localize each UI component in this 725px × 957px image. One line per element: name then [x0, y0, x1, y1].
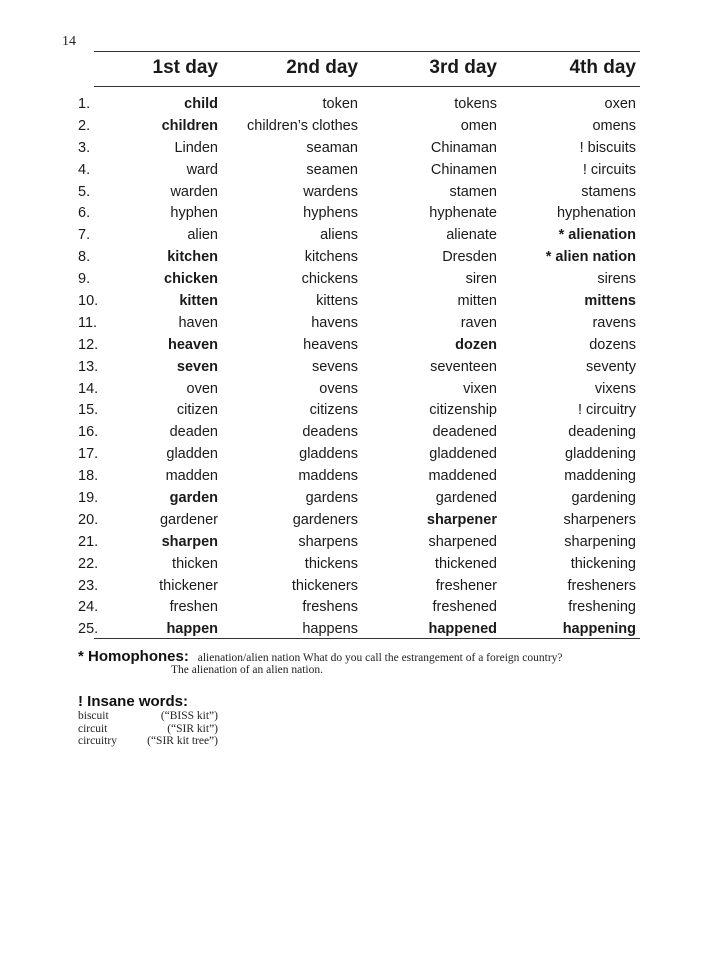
table-row: [60, 247, 640, 269]
word-cell-day-1: Linden: [174, 139, 218, 156]
row-number: 13.: [78, 358, 99, 375]
word-cell-day-4: oxen: [604, 96, 636, 112]
word-cell-day-1: garden: [169, 490, 218, 507]
word-cell-day-3: seventeen: [430, 358, 497, 375]
word-cell-day-2: seaman: [306, 139, 358, 156]
word-cell-day-3: sharpened: [428, 533, 497, 550]
table-row: [60, 116, 640, 138]
word-cell-day-4: * alienation: [558, 227, 636, 244]
word-cell-day-2: citizens: [309, 402, 358, 419]
page-number: 14: [62, 34, 76, 49]
table-row: [60, 576, 640, 598]
word-cell-day-3: tokens: [454, 96, 497, 112]
homophones-label: * Homophones:: [78, 648, 189, 665]
word-cell-day-3: maddened: [428, 468, 497, 485]
header-3rd-day: 3rd day: [429, 57, 497, 78]
table-row: [60, 379, 640, 401]
word-cell-day-4: * alien nation: [545, 249, 636, 266]
row-number: 18.: [78, 468, 99, 485]
word-cell-day-1: warden: [170, 183, 218, 200]
word-cell-day-1: child: [184, 96, 218, 112]
word-cell-day-4: omens: [592, 117, 636, 134]
word-cell-day-1: alien: [187, 227, 218, 244]
word-cell-day-4: deadening: [568, 424, 636, 441]
word-cell-day-4: sharpening: [564, 533, 636, 550]
word-cell-day-4: ! biscuits: [579, 139, 636, 156]
word-cell-day-4: mittens: [584, 293, 636, 310]
word-cell-day-3: freshener: [435, 577, 497, 594]
word-cell-day-4: maddening: [564, 468, 636, 485]
word-cell-day-3: Chinaman: [430, 139, 497, 156]
word-cell-day-4: dozens: [589, 336, 636, 353]
table-row: [60, 532, 640, 554]
word-cell-day-3: siren: [465, 271, 497, 288]
word-cell-day-2: children’s clothes: [247, 117, 358, 134]
homophones-line-1: alienation/alien nation What do you call the estrangement of a foreign country?: [197, 652, 563, 664]
table-row: [60, 510, 640, 532]
word-cell-day-3: freshened: [432, 599, 497, 616]
word-cell-day-4: gladdening: [565, 446, 636, 463]
table-row: [60, 597, 640, 619]
word-cell-day-3: mitten: [457, 293, 497, 310]
word-cell-day-1: haven: [178, 314, 218, 331]
row-number: 14.: [78, 380, 99, 397]
word-cell-day-4: stamens: [581, 183, 636, 200]
word-cell-day-4: ravens: [592, 314, 636, 331]
row-number: 4.: [78, 161, 91, 178]
row-number: 15.: [78, 402, 99, 419]
word-cell-day-2: freshens: [302, 599, 358, 616]
table-row: [60, 444, 640, 466]
word-cell-day-4: vixens: [594, 380, 636, 397]
word-cell-day-4: thickening: [570, 555, 636, 572]
homophones-line-2: The alienation of an alien nation.: [171, 664, 323, 676]
row-number: 10.: [78, 293, 99, 310]
word-cell-day-3: omen: [460, 117, 497, 134]
table-row: [60, 357, 640, 379]
table-row: [60, 160, 640, 182]
word-cell-day-3: vixen: [463, 380, 497, 397]
row-number: 17.: [78, 446, 99, 463]
row-number: 1.: [78, 96, 91, 112]
insane-word-pronunciation: (“SIR kit”): [167, 722, 218, 735]
row-number: 7.: [78, 227, 91, 244]
word-cell-day-3: Chinamen: [430, 161, 497, 178]
insane-word-pronunciation: (“SIR kit tree”): [147, 735, 218, 747]
word-cell-day-4: ! circuits: [582, 161, 636, 178]
word-cell-day-2: sharpens: [298, 533, 358, 550]
word-table: [60, 94, 640, 641]
word-cell-day-2: gardens: [305, 490, 358, 507]
word-cell-day-4: hyphenation: [556, 205, 636, 222]
word-cell-day-1: happen: [166, 621, 218, 638]
word-cell-day-1: children: [161, 117, 218, 134]
row-number: 19.: [78, 490, 99, 507]
word-cell-day-1: ward: [186, 161, 218, 178]
word-cell-day-3: raven: [460, 314, 497, 331]
insane-words-title: ! Insane words:: [78, 693, 189, 710]
word-cell-day-2: havens: [311, 314, 358, 331]
word-cell-day-2: gladdens: [299, 446, 358, 463]
word-cell-day-4: freshening: [568, 599, 636, 616]
table-row: [60, 291, 640, 313]
row-number: 23.: [78, 577, 99, 594]
table-row: [60, 554, 640, 576]
insane-word-item: [78, 710, 218, 723]
word-cell-day-1: thicken: [172, 555, 218, 572]
table-row: [60, 335, 640, 357]
row-number: 24.: [78, 599, 99, 616]
word-cell-day-1: kitten: [179, 293, 218, 310]
word-cell-day-1: thickener: [159, 577, 218, 594]
table-row: [60, 94, 640, 116]
header-rule: [94, 86, 640, 87]
table-row: [60, 488, 640, 510]
row-number: 5.: [78, 183, 91, 200]
table-row: [60, 138, 640, 160]
word-cell-day-3: thickened: [434, 555, 497, 572]
table-row: [60, 269, 640, 291]
word-cell-day-3: sharpener: [426, 511, 497, 528]
table-row: [60, 400, 640, 422]
word-cell-day-4: fresheners: [567, 577, 636, 594]
word-cell-day-2: thickeners: [291, 577, 358, 594]
row-number: 22.: [78, 555, 99, 572]
word-cell-day-1: freshen: [169, 599, 218, 616]
word-cell-day-2: heavens: [303, 336, 358, 353]
word-cell-day-2: ovens: [319, 380, 358, 397]
row-number: 2.: [78, 117, 91, 134]
word-cell-day-1: gladden: [166, 446, 218, 463]
word-cell-day-3: happened: [428, 621, 497, 638]
word-cell-day-1: oven: [186, 380, 218, 397]
word-cell-day-3: deadened: [432, 424, 497, 441]
table-row: [60, 182, 640, 204]
word-table-header: [60, 57, 640, 83]
insane-word-item: [78, 735, 218, 748]
word-cell-day-2: happens: [302, 621, 358, 638]
word-cell-day-2: chickens: [301, 271, 358, 288]
table-row: [60, 466, 640, 488]
word-cell-day-2: aliens: [320, 227, 358, 244]
word-cell-day-1: seven: [176, 358, 218, 375]
row-number: 20.: [78, 511, 99, 528]
row-number: 21.: [78, 533, 99, 550]
word-cell-day-4: ! circuitry: [578, 402, 636, 419]
bottom-rule: [94, 638, 640, 639]
word-cell-day-1: citizen: [176, 402, 218, 419]
row-number: 11.: [78, 314, 98, 331]
table-row: [60, 225, 640, 247]
row-number: 3.: [78, 139, 91, 156]
word-cell-day-2: gardeners: [292, 511, 358, 528]
word-cell-day-4: happening: [562, 621, 636, 638]
table-row: [60, 313, 640, 335]
word-cell-day-3: citizenship: [429, 402, 497, 419]
word-cell-day-1: kitchen: [167, 249, 218, 266]
insane-word: circuitry: [78, 735, 117, 747]
row-number: 12.: [78, 336, 99, 353]
word-cell-day-3: gladdened: [429, 446, 497, 463]
header-1st-day: 1st day: [152, 57, 218, 78]
word-cell-day-3: Dresden: [442, 249, 497, 266]
header-2nd-day: 2nd day: [286, 57, 358, 78]
word-cell-day-1: deaden: [169, 424, 218, 441]
word-cell-day-3: stamen: [449, 183, 497, 200]
word-cell-day-2: hyphens: [303, 205, 358, 222]
insane-word: circuit: [78, 722, 108, 735]
word-cell-day-2: maddens: [298, 468, 358, 485]
header-4th-day: 4th day: [569, 57, 636, 78]
table-row: [60, 422, 640, 444]
table-row: [60, 203, 640, 225]
word-cell-day-1: sharpen: [161, 533, 218, 550]
word-cell-day-4: sirens: [597, 271, 636, 288]
insane-word: biscuit: [78, 710, 109, 722]
insane-word-item: [78, 723, 218, 736]
word-cell-day-2: seamen: [306, 161, 358, 178]
insane-word-pronunciation: (“BISS kit”): [160, 710, 218, 722]
word-cell-day-2: token: [322, 96, 358, 112]
word-cell-day-4: gardening: [571, 490, 636, 507]
row-number: 8.: [78, 249, 91, 266]
word-cell-day-1: heaven: [168, 336, 218, 353]
word-cell-day-1: hyphen: [170, 205, 218, 222]
word-cell-day-2: thickens: [304, 555, 358, 572]
row-number: 25.: [78, 621, 99, 638]
row-number: 16.: [78, 424, 99, 441]
word-cell-day-2: kittens: [316, 293, 358, 310]
word-cell-day-3: alienate: [446, 227, 497, 244]
insane-words-note: [78, 694, 218, 748]
word-cell-day-2: kitchens: [304, 249, 358, 266]
word-cell-day-3: gardened: [435, 490, 497, 507]
word-cell-day-1: chicken: [164, 271, 218, 288]
word-cell-day-2: wardens: [303, 183, 358, 200]
homophones-note: [78, 648, 563, 676]
word-cell-day-2: deadens: [302, 424, 358, 441]
word-cell-day-1: madden: [165, 468, 218, 485]
word-cell-day-2: sevens: [312, 358, 358, 375]
word-cell-day-3: dozen: [455, 336, 497, 353]
row-number: 9.: [78, 271, 91, 288]
word-cell-day-4: sharpeners: [563, 511, 636, 528]
top-rule: [94, 51, 640, 52]
word-cell-day-1: gardener: [159, 511, 218, 528]
word-cell-day-4: seventy: [586, 358, 636, 375]
word-cell-day-3: hyphenate: [429, 205, 497, 222]
row-number: 6.: [78, 205, 91, 222]
